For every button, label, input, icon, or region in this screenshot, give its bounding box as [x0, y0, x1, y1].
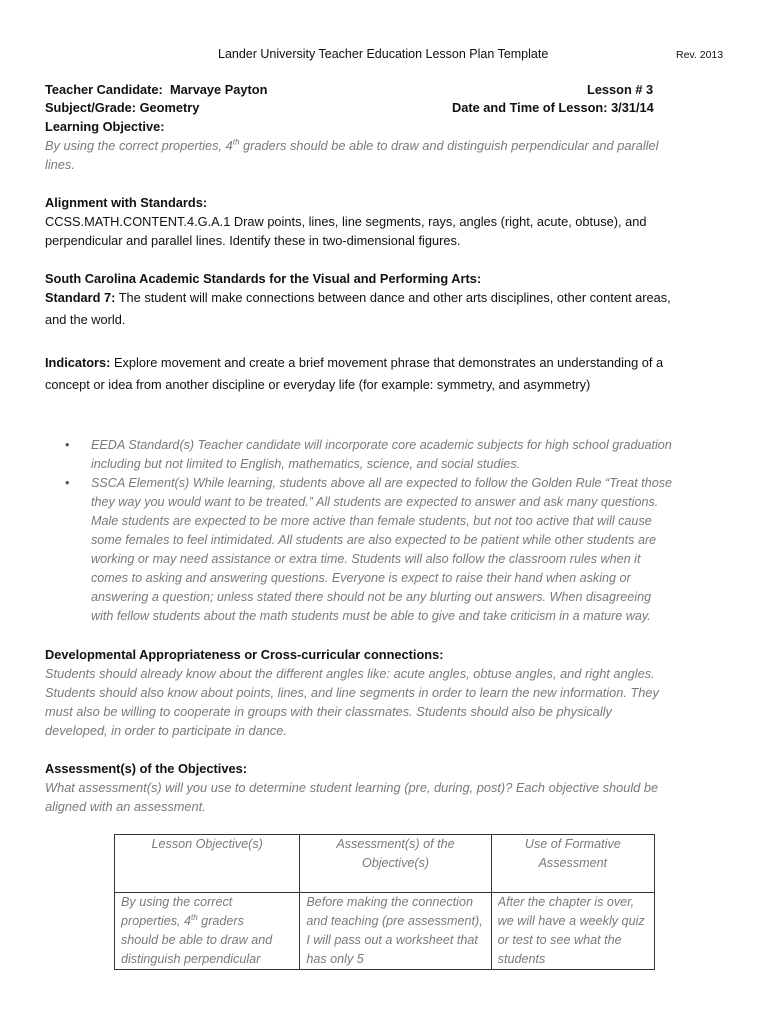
teacher-label: Teacher Candidate:	[45, 82, 163, 97]
learning-objective-heading: Learning Objective:	[45, 119, 165, 134]
assessment-heading: Assessment(s) of the Objectives:	[45, 761, 247, 776]
indicators-line-1: Indicators: Explore movement and create a brief movement phrase that demonstrates an understanding of a	[45, 355, 664, 370]
table-header-cell: Lesson Objective(s)	[115, 835, 300, 893]
revision-label: Rev. 2013	[676, 49, 724, 61]
developmental-line: must also be willing to cooperate in groups with their classmates. Students should also be physically	[45, 704, 612, 719]
teacher-value: Marvaye Payton	[169, 82, 268, 97]
indicators-line-2: concept or idea from another discipline or everyday life (for example: symmetry, and asymmetry)	[45, 377, 591, 392]
sc-standards-heading: South Carolina Academic Standards for the Visual and Performing Arts:	[45, 271, 482, 286]
date-label: Date and Time of Lesson:	[452, 100, 608, 115]
table-cell-objective: By using the correct properties, 4th graders should be able to draw and distinguish perpendicular	[115, 893, 300, 970]
table-header-cell: Use of Formative Assessment	[491, 835, 654, 893]
date-value: 3/31/14	[611, 100, 654, 115]
alignment-heading: Alignment with Standards:	[45, 195, 208, 210]
sc-standard-line-1: Standard 7: The student will make connections between dance and other arts disciplines, other content areas,	[45, 290, 671, 305]
developmental-heading: Developmental Appropriateness or Cross-curricular connections:	[45, 647, 444, 662]
indicators-label: Indicators:	[45, 355, 111, 370]
lesson-number	[587, 80, 653, 99]
assessment-line: What assessment(s) will you use to determine student learning (pre, during, post)? Each objective should be	[45, 780, 659, 795]
standards-bullet-list	[45, 436, 720, 626]
developmental-line: Students should also know about points, lines, and line segments in order to learn the new information. They	[45, 685, 659, 700]
learning-objective-line-2: lines.	[45, 157, 75, 172]
learning-objective-line-1: By using the correct properties, 4th graders should be able to draw and distinguish perpendicular and parallel	[45, 137, 659, 153]
sc-standard-line-2: and the world.	[45, 312, 126, 327]
bullet-dot: •	[65, 438, 70, 452]
document-title: Lander University Teacher Education Lesson Plan Template	[218, 47, 549, 61]
standard-label: Standard 7:	[45, 290, 116, 305]
developmental-line: developed, in order to participate in dance.	[45, 723, 287, 738]
eeda-bullet: • EEDA Standard(s) Teacher candidate will incorporate core academic subjects for high school graduation including but not limited to English, mathematics, science, and social studies.	[65, 438, 672, 471]
teacher-candidate	[45, 80, 267, 99]
alignment-line-1: CCSS.MATH.CONTENT.4.G.A.1 Draw points, lines, line segments, rays, angles (right, acute, obtuse), and	[45, 214, 647, 229]
alignment-line-2: perpendicular and parallel lines. Identify these in two-dimensional figures.	[45, 233, 461, 248]
subject-value: Geometry	[139, 100, 200, 115]
ssca-bullet: • SSCA Element(s) While learning, students above all are expected to follow the Golden Rule “Treat those they way you would want to be treated.” All students are expected to answer and ask many questions. Male students are expected to be more active than female students, but not too active that will cause some females to feel intimidated. All students are also expected to be patient while other students are working or may need assistance or extra time. Students will also follow the classroom rules when it comes to asking and answering questions. Everyone is expect to raise their hand when asking or answering a question; unless stated there should not be any blurting out answers. When disagreeing with fellow students about the math students must be able to give and take criticism in a mature way.	[65, 476, 673, 623]
subject-grade	[45, 98, 199, 117]
developmental-line: Students should already know about the different angles like: acute angles, obtuse angles, and right angles.	[45, 666, 655, 681]
bullet-dot: •	[65, 476, 70, 490]
subject-label: Subject/Grade:	[45, 100, 137, 115]
table-cell-formative: After the chapter is over, we will have a weekly quiz or test to see what the students	[491, 893, 654, 970]
table-cell-assessment: Before making the connection and teaching (pre assessment), I will pass out a worksheet that has only 5	[300, 893, 491, 970]
assessment-table	[114, 834, 655, 970]
lesson-label: Lesson #	[587, 82, 643, 97]
lesson-date	[452, 98, 654, 117]
table-header-cell: Assessment(s) of the Objective(s)	[300, 835, 491, 893]
assessment-line: aligned with an assessment.	[45, 799, 206, 814]
table-header-row	[115, 835, 655, 893]
lesson-value: 3	[646, 82, 654, 97]
table-row	[115, 893, 655, 970]
